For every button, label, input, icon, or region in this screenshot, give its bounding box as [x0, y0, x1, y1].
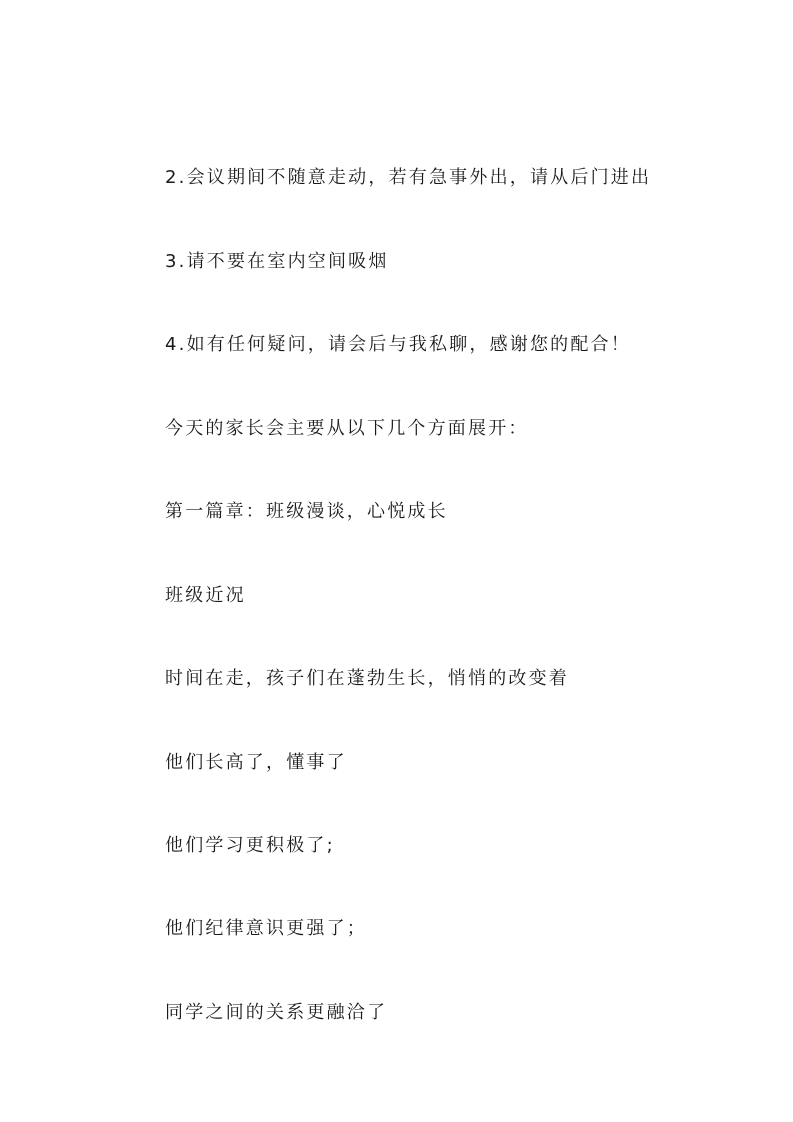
paragraph-line: 时间在走，孩子们在蓬勃生长，悄悄的改变着: [165, 668, 569, 689]
agenda-intro: 今天的家长会主要从以下几个方面展开：: [165, 418, 529, 439]
rule-item-4: 4.如有任何疑问，请会后与我私聊，感谢您的配合！: [165, 334, 631, 355]
paragraph-line: 他们长高了，懂事了: [165, 752, 347, 773]
paragraph-line: 他们学习更积极了;: [165, 835, 335, 856]
rule-item-3: 3.请不要在室内空间吸烟: [165, 251, 389, 272]
chapter-heading: 第一篇章：班级漫谈，心悦成长: [165, 501, 448, 522]
paragraph-line: 同学之间的关系更融洽了: [165, 1002, 388, 1023]
section-heading: 班级近况: [165, 585, 246, 606]
rule-item-2: 2.会议期间不随意走动，若有急事外出，请从后门进出: [165, 167, 652, 188]
paragraph-line: 他们纪律意识更强了；: [165, 918, 367, 939]
